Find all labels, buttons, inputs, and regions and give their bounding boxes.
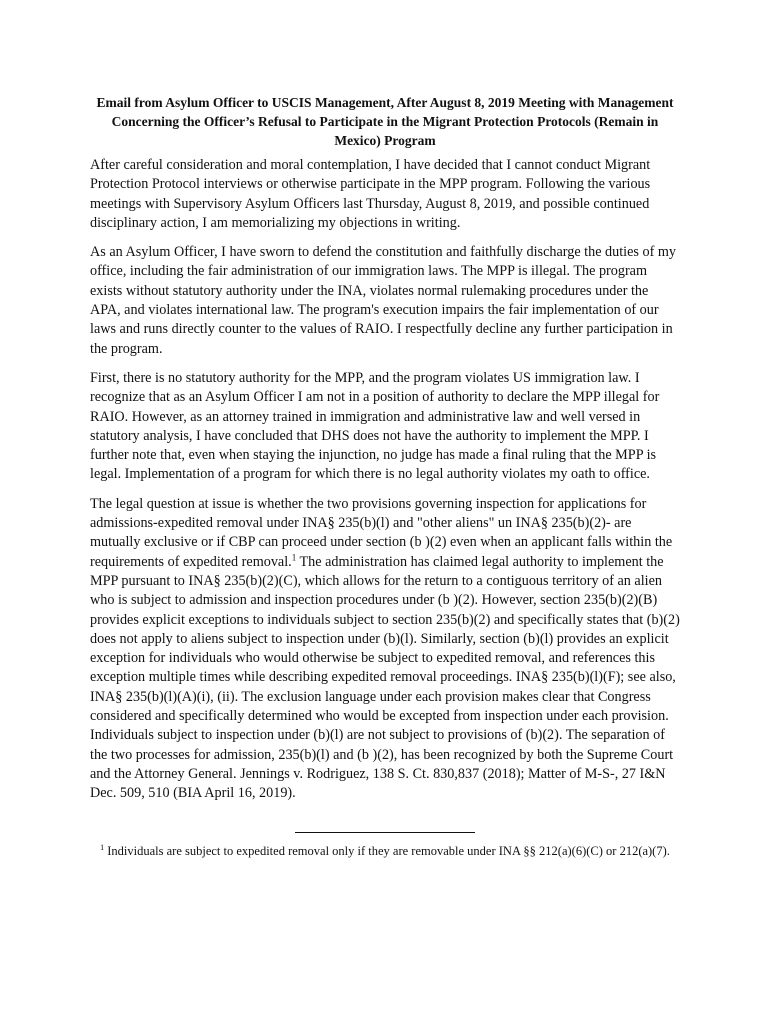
footnote-divider bbox=[295, 832, 475, 833]
paragraph-4 bbox=[90, 495, 680, 804]
paragraph-4-part-1: The legal question at issue is whether the two provisions governing inspection for applications for admissions-expedited removal under INA§ 235(b)(l) and "other aliens" un INA§ 235(b)(2)- are mutually exclusive or if CBP can proceed under section (b )(2) even when an applicant falls within the requirements of expedited removal. bbox=[90, 495, 673, 570]
footnote bbox=[90, 843, 680, 860]
footnote-text: Individuals are subject to expedited removal only if they are removable under INA §§ 212(a)(6)(C) or 212(a)(7). bbox=[104, 843, 670, 858]
paragraph-4-part-2: The administration has claimed legal authority to implement the MPP pursuant to INA§ 235(b)(2)(C), which allows for the return to a contiguous territory of an alien who is subject to admission and inspection procedures under (b )(2). However, section 235(b)(2)(B) provides explicit exceptions to individuals subject to section 235(b)(2) and specifically states that (b)(2) does not apply to aliens subject to inspection under (b)(l). Similarly, section (b)(l) provides an explicit exception for individuals who would otherwise be subject to expedited removal, and references this exception multiple times while describing expedited removal proceedings. INA§ 235(b)(l)(F); see also, INA§ 235(b)(l)(A)(i), (ii). The exclusion language under each provision makes clear that Congress considered and specifically determined who would be excepted from inspection under each provision. Individuals subject to inspection under (b)(l) are not subject to provisions of (b)(2). The separation of the two processes for admission, 235(b)(l) and (b )(2), has been recognized by both the Supreme Court and the Attorney General. Jennings v. Rodriguez, 138 S. Ct. 830,837 (2018); Matter of M-S-, 27 I&N Dec. 509, 510 (BIA April 16, 2019). bbox=[90, 553, 680, 802]
paragraph-2: As an Asylum Officer, I have sworn to defend the constitution and faithfully discharge the duties of my office, including the fair administration of our immigration laws. The MPP is illegal. The program exists without statutory authority under the INA, violates normal rulemaking procedures under the APA, and violates international law. The program's execution impairs the fair implementation of our laws and runs directly counter to the values of RAIO. I respectfully decline any further participation in the program. bbox=[90, 244, 676, 357]
footnote-number: 1 bbox=[100, 842, 105, 852]
document-page bbox=[90, 93, 680, 860]
document-title: Email from Asylum Officer to USCIS Management, After August 8, 2019 Meeting with Management Concerning the Officer’s Refusal to Participate in the Migrant Protection Protocols (Remain in Mexico) Program bbox=[96, 95, 674, 148]
paragraph-1: After careful consideration and moral contemplation, I have decided that I cannot conduct Migrant Protection Protocol interviews or otherwise participate in the MPP program. Following the various meetings with Supervisory Asylum Officers last Thursday, August 8, 2019, and possible continued disciplinary action, I am memorializing my objections in writing. bbox=[90, 157, 651, 231]
footnote-reference: 1 bbox=[291, 551, 297, 562]
paragraph-3: First, there is no statutory authority for the MPP, and the program violates US immigration law. I recognize that as an Asylum Officer I am not in a position of authority to declare the MPP illegal for RAIO. However, as an attorney trained in immigration and administrative law and well versed in statutory analysis, I have concluded that DHS does not have the authority to implement the MPP. I further note that, even when staying the injunction, no judge has made a final ruling that the MPP is legal. Implementation of a program for which there is no legal authority violates my oath to office. bbox=[90, 369, 660, 483]
